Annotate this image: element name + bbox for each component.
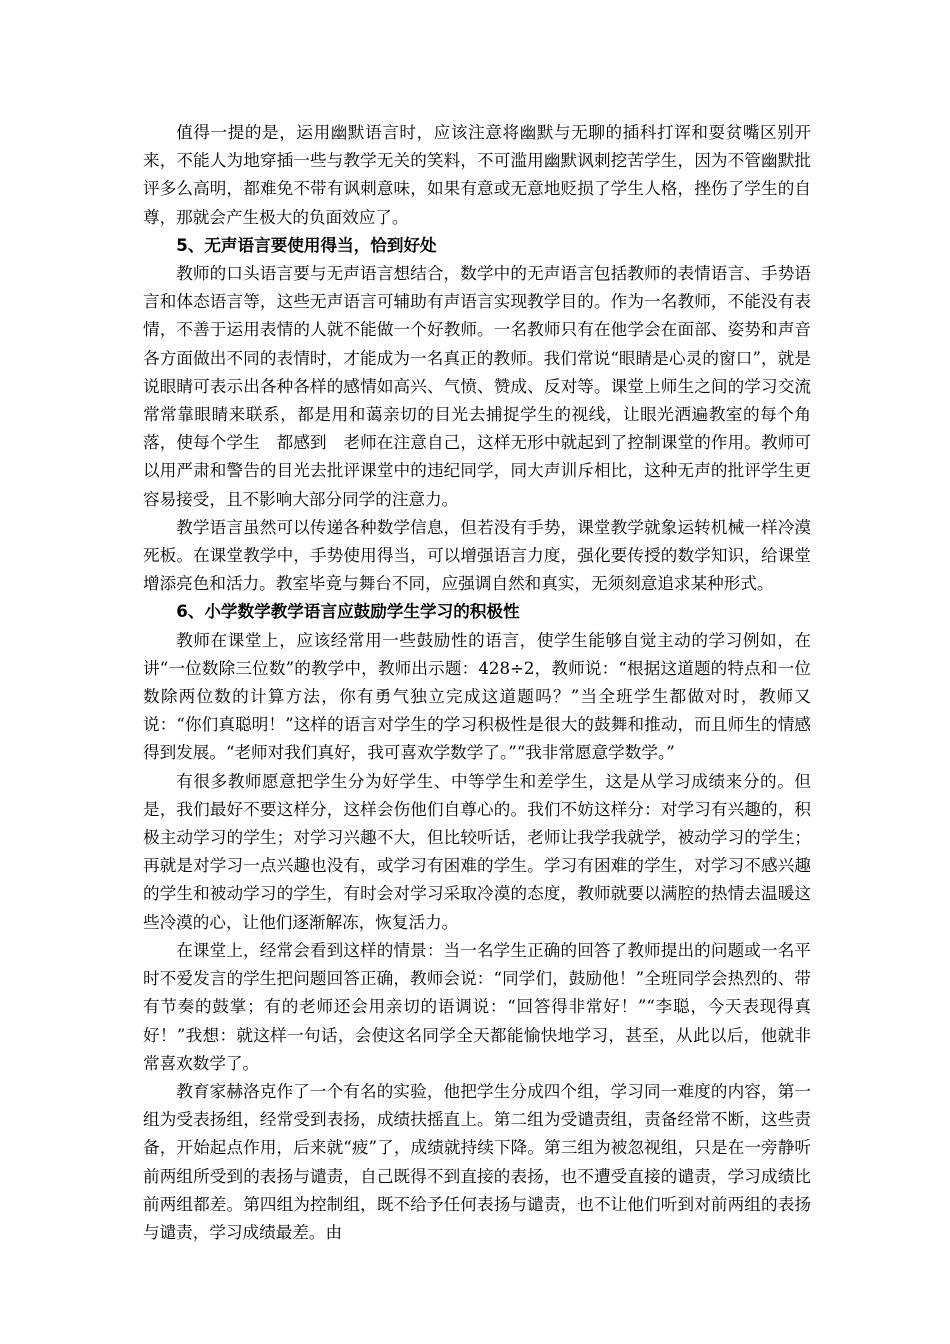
paragraph-student-groups: 有很多教师愿意把学生分为好学生、中等学生和差学生，这是从学习成绩来分的。但是，我们最好不要这样分，这样会伤他们自尊心的。我们不妨这样分：对学习有兴趣的，积极主动学习的学生；对学习兴趣不大，但比较听话，老师让我学我就学，被动学习的学生；再就是对学习一点兴趣也没有，或学习有困难的学生。学习有困难的学生，对学习不感兴趣的学生和被动学习的学生，有时会对学习采取冷漠的态度，教师就要以满腔的热情去温暖这些冷漠的心，让他们逐渐解冻，恢复活力。 (143, 771, 811, 932)
paragraph-humor-caution: 值得一提的是，运用幽默语言时，应该注意将幽默与无聊的插科打诨和耍贫嘴区别开来，不能人为地穿插一些与教学无关的笑料，不可滥用幽默讽刺挖苦学生，因为不管幽默批评多么高明，都难免不带有讽刺意味，如果有意或无意地贬损了学生人格，挫伤了学生的自尊，那就会产生极大的负面效应了。 (143, 123, 811, 227)
paragraph-hurlock-experiment: 教育家赫洛克作了一个有名的实验，他把学生分成四个组，学习同一难度的内容，第一组为受表扬组，经常受到表扬，成绩扶摇直上。第二组为受谴责组，责备经常不断，这些责备，开始起点作用，后来就“疲”了，成绩就持续下降。第三组为被忽视组，只是在一旁静听前两组所受到的表扬与谴责，自己既得不到直接的表扬，也不遭受直接的谴责，学习成绩比前两组都差。第四组为控制组，既不给予任何表扬与谴责，也不让他们听到对前两组的表扬与谴责，学习成绩最差。由 (143, 1081, 811, 1242)
paragraph-nonverbal-language: 教师的口头语言要与无声语言想结合，数学中的无声语言包括教师的表情语言、手势语言和体态语言等，这些无声语言可辅助有声语言实现教学目的。作为一名教师，不能没有表情，不善于运用表情的人就不能做一个好教师。一名教师只有在他学会在面部、姿势和声音各方面做出不同的表情时，才能成为一名真正的教师。我们常说“眼睛是心灵的窗口”，就是说眼睛可表示出各种各样的感情如高兴、气愤、赞成、反对等。课堂上师生之间的学习交流常常靠眼睛来联系，都是用和蔼亲切的目光去捕捉学生的视线，让眼光洒遍教室的每个角落，使每个学生 都感到 老师在注意自己，这样无形中就起到了控制课堂的作用。教师可以用严肃和警告的目光去批评课堂中的违纪同学，同大声训斥相比，这种无声的批评学生更容易接受，且不影响大部分同学的注意力。 (143, 264, 811, 509)
paragraph-classroom-scene: 在课堂上，经常会看到这样的情景：当一名学生正确的回答了教师提出的问题或一名平时不爱发言的学生把问题回答正确，教师会说：“同学们，鼓励他！”全班同学会热烈的、带有节奏的鼓掌；有的老师还会用亲切的语调说：“回答得非常好！”“李聪，今天表现得真好！”我想：就这样一句话，会使这名同学全天都能愉快地学习，甚至，从此以后，他就非常喜欢数学了。 (143, 940, 811, 1073)
document-page (143, 119, 811, 1247)
paragraph-gestures: 教学语言虽然可以传递各种数学信息，但若没有手势，课堂教学就象运转机械一样冷漠死板。在课堂教学中，手势使用得当，可以增强语言力度，强化要传授的数学知识，给课堂增添亮色和活力。教室毕竟与舞台不同，应强调自然和真实，无须刻意追求某种形式。 (143, 517, 811, 594)
section-heading-5: 5、无声语言要使用得当，恰到好处 (176, 235, 437, 255)
section-heading-6: 6、小学数学教学语言应鼓励学生学习的积极性 (176, 602, 520, 622)
paragraph-encouraging-language: 教师在课堂上，应该经常用一些鼓励性的语言，使学生能够自觉主动的学习例如，在讲“一位数除三位数”的教学中，教师出示题：428÷2，教师说：“根据这道题的特点和一位数除两位数的计算方法，你有勇气独立完成这道题吗？”当全班学生都做对时，教师又说：“你们真聪明！”这样的语言对学生的学习积极性是很大的鼓舞和推动，而且师生的情感得到发展。“老师对我们真好，我可喜欢学数学了。”“我非常愿意学数学。” (143, 630, 811, 763)
